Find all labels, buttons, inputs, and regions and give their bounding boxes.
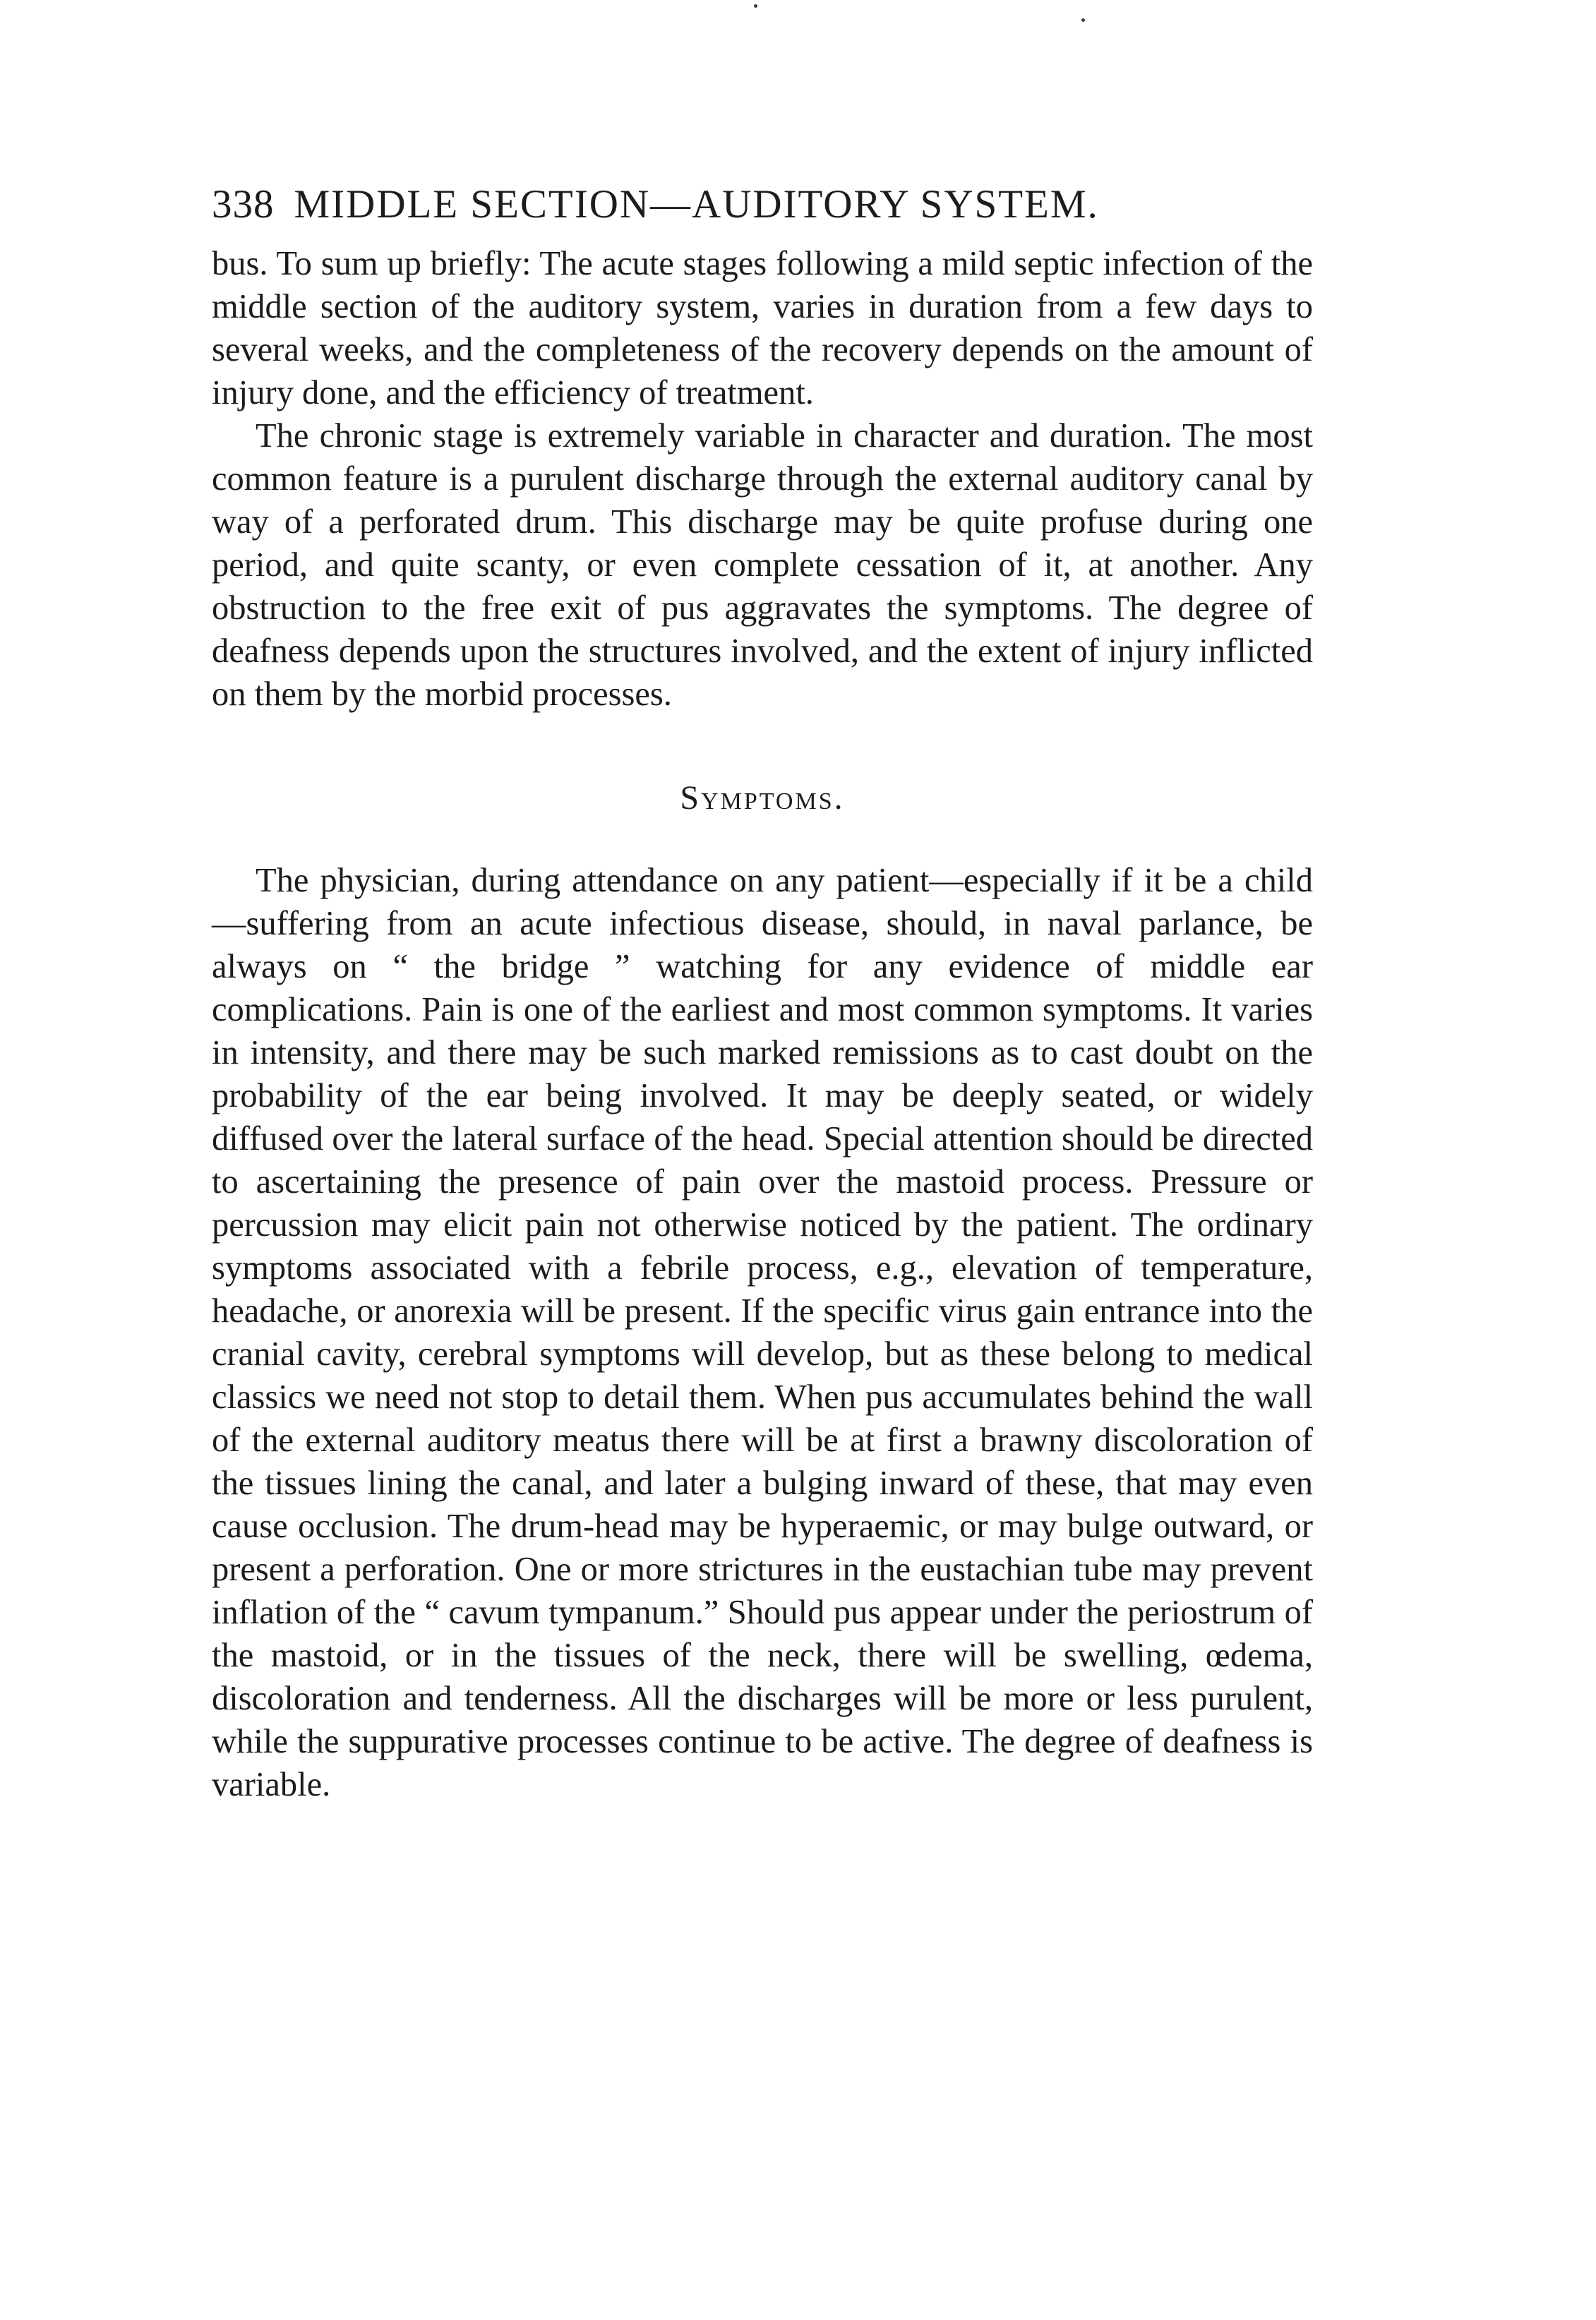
paragraph-chronic-stage: The chronic stage is extremely variable in character and duration. The most common feature is a purulent discharge through the external auditory canal by way of a perforated drum. This discharge may be quite profuse during one period, and quite scanty, or even complete cessation of it, at another. Any obstruction to the free exit of pus aggravates the symptoms. The degree of deafness depends upon the structures involved, and the extent of injury inflicted on them by the morbid processes. — [212, 417, 1313, 713]
running-head: MIDDLE SECTION—AUDITORY SYSTEM. — [294, 182, 1099, 227]
page-number: 338 — [212, 182, 275, 227]
scan-speck — [1081, 18, 1085, 22]
paragraph-symptoms: The physician, during attendance on any patient—especially if it be a child—suffering from an acute infectious disease, should, in naval parlance, be always on “ the bridge ” watching for any evidence of middle ear complications. Pain is one of the earliest and most common symptoms. It varies in intensity, and there may be such marked remissions as to cast doubt on the probability of the ear being involved. It may be deeply seated, or widely diffused over the lateral surface of the head. Special attention should be directed to ascertaining the presence of pain over the mastoid process. Pressure or percussion may elicit pain not otherwise noticed by the patient. The ordinary symptoms associated with a febrile process, e.g., elevation of temperature, headache, or anorexia will be present. If the specific virus gain entrance into the cranial cavity, cerebral symptoms will develop, but as these belong to medical classics we need not stop to detail them. When pus accumulates behind the wall of the external auditory meatus there will be at first a brawny discoloration of the tissues lining the canal, and later a bulging inward of these, that may even cause occlusion. The drum-head may be hyperaemic, or may bulge outward, or present a perforation. One or more strictures in the eustachian tube may prevent inflation of the “ cavum tympanum.” Should pus appear under the periostrum of the mastoid, or in the tissues of the neck, there will be swelling, œdema, discoloration and tenderness. All the discharges will be more or less purulent, while the suppurative processes continue to be active. The degree of deafness is variable. — [212, 862, 1313, 1803]
page-header — [212, 180, 1313, 229]
section-heading: Symptoms. — [680, 779, 845, 817]
paragraph-summary: bus. To sum up briefly: The acute stages following a mild septic infection of the middle section of the auditory system, varies in duration from a few days to several weeks, and the completeness of the recovery depends on the amount of injury done, and the efficiency of treatment. — [212, 245, 1313, 411]
document-page — [212, 180, 1313, 1806]
scan-speck — [754, 4, 757, 8]
